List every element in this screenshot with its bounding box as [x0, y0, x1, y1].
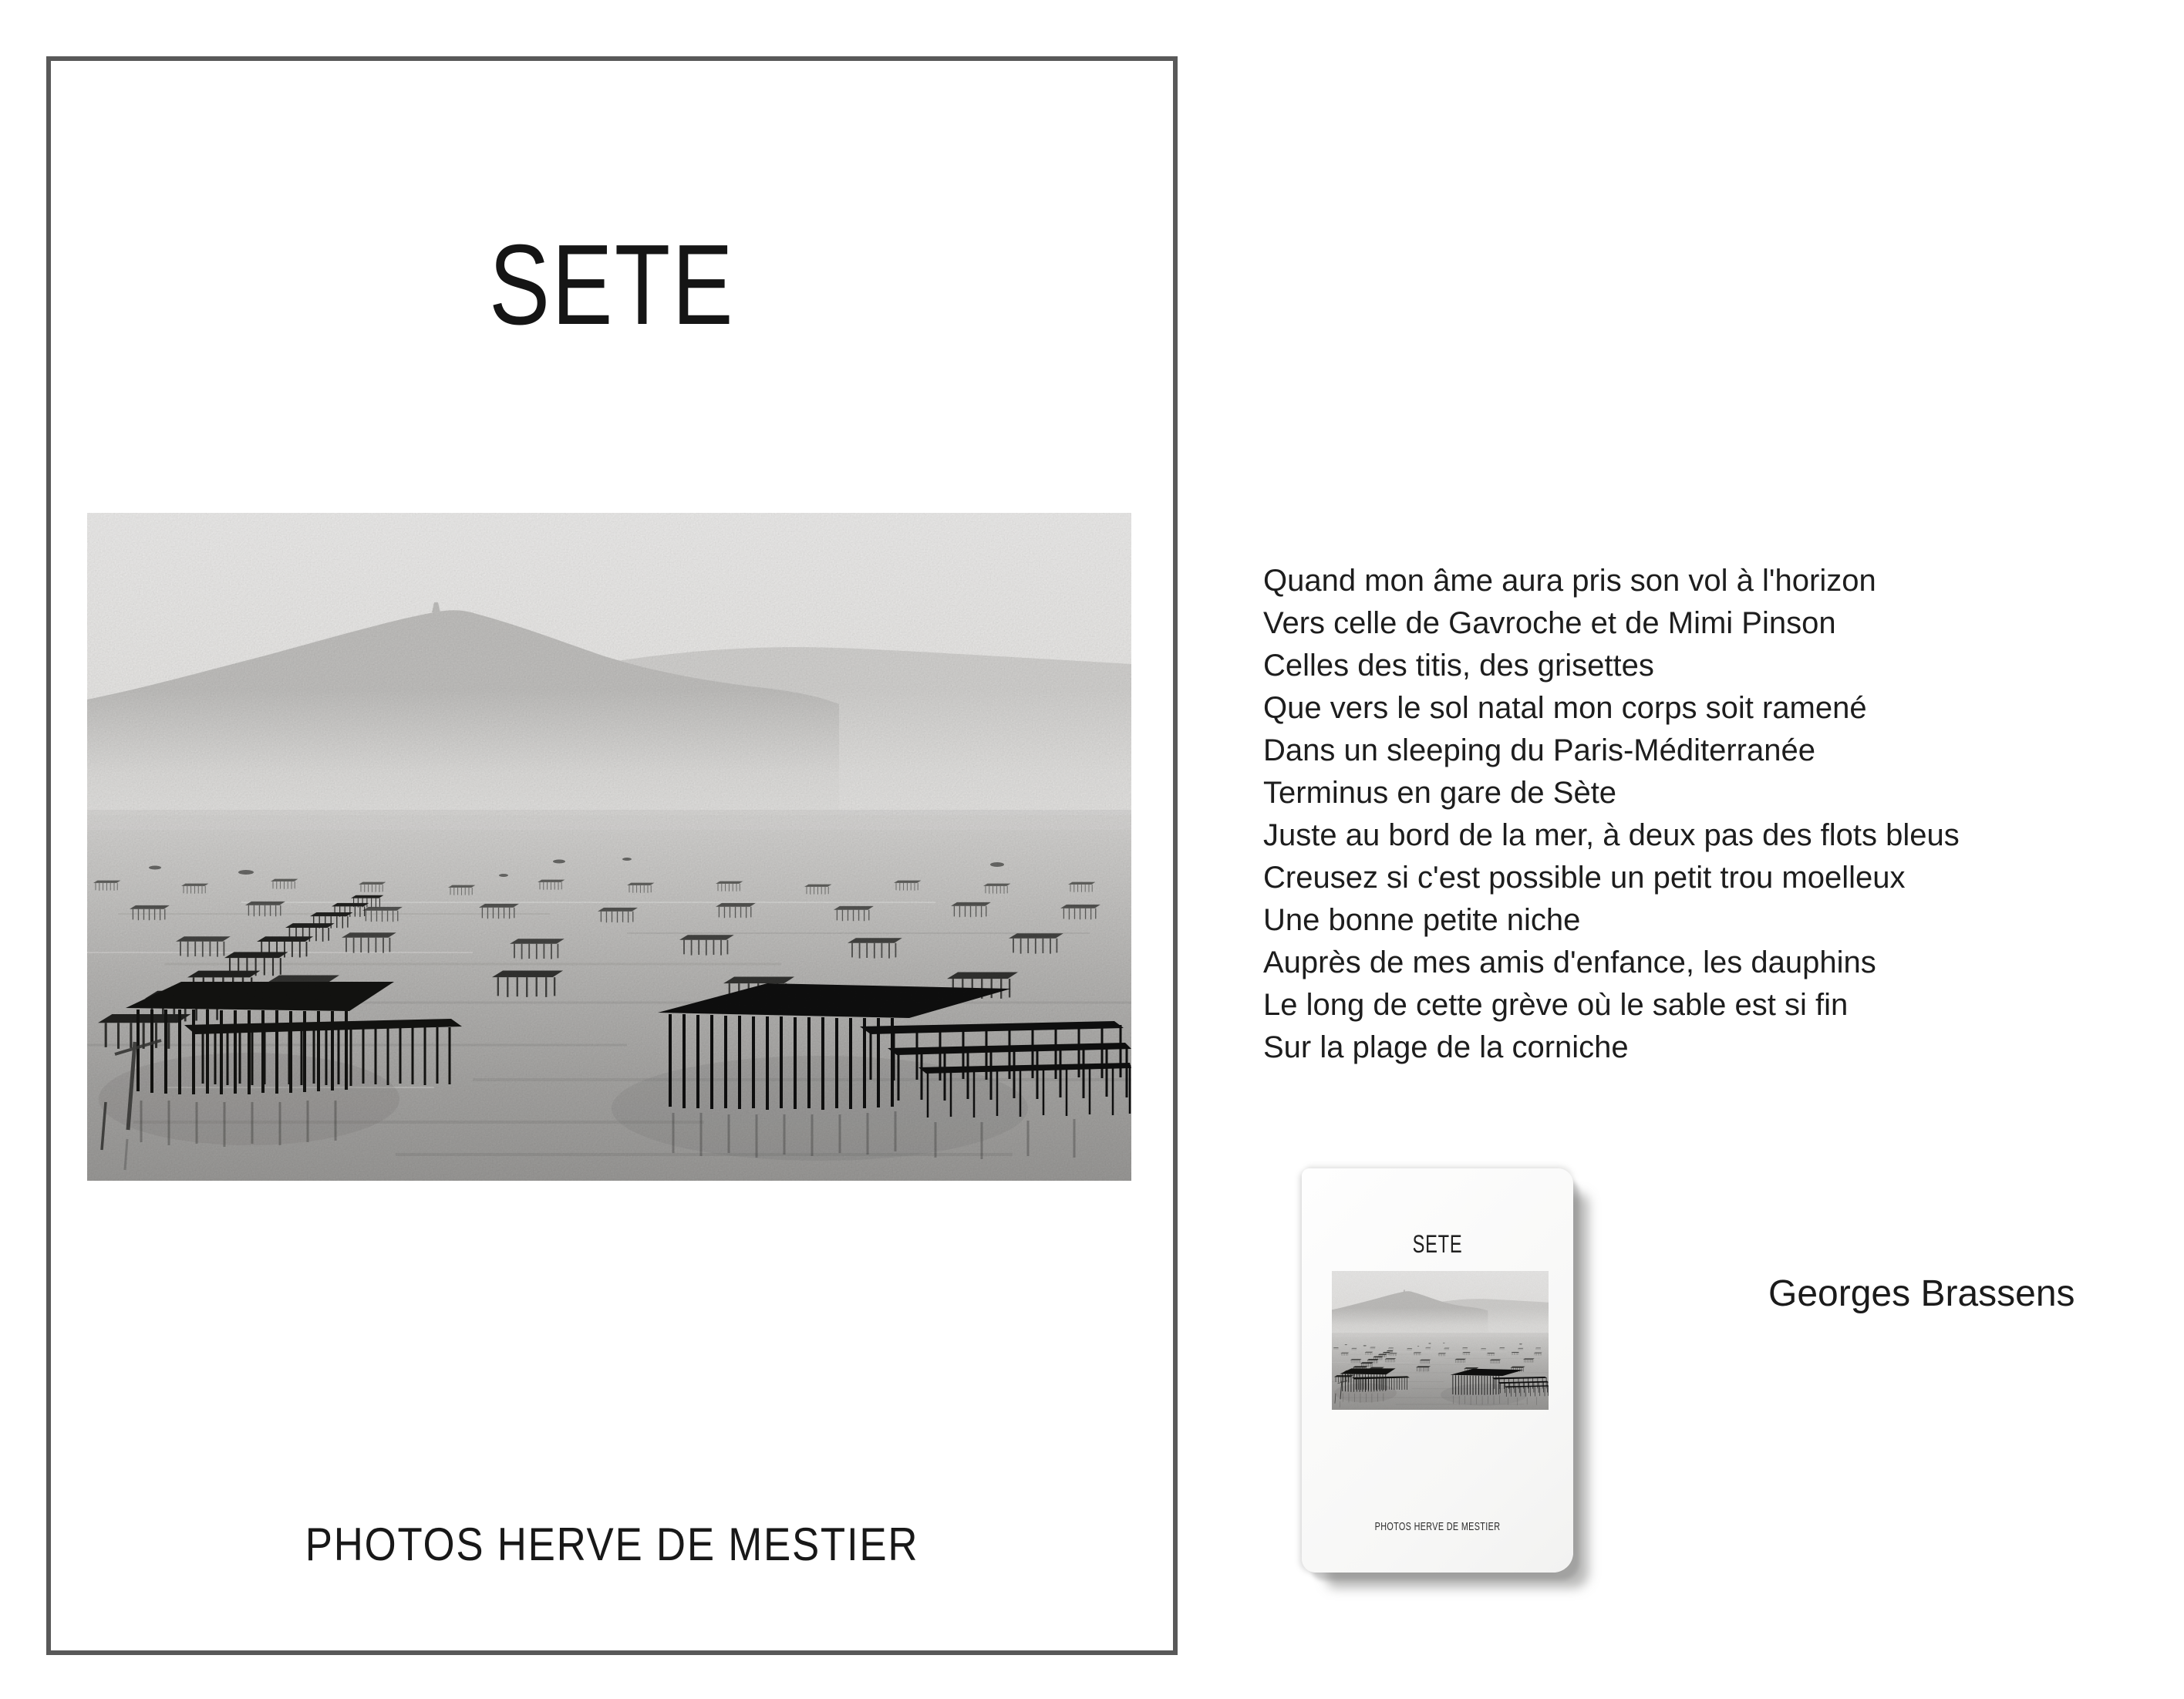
poem-line: Une bonne petite niche: [1263, 903, 1581, 937]
poem-line: Creusez si c'est possible un petit trou moelleux: [1263, 861, 1906, 895]
poem-line: Sur la plage de la corniche: [1263, 1030, 1629, 1064]
poem-line: Celles des titis, des grisettes: [1263, 649, 1654, 683]
cover-title: SETE: [489, 221, 735, 349]
book-cover: [46, 56, 1178, 1655]
poem-line: Vers celle de Gavroche et de Mimi Pinson: [1263, 606, 1836, 640]
poem-line: Que vers le sol natal mon corps soit ramené: [1263, 691, 1867, 725]
thumbnail-caption: PHOTOS HERVE DE MESTIER: [1374, 1520, 1501, 1533]
cover-caption: PHOTOS HERVE DE MESTIER: [305, 1519, 919, 1570]
poem: [1263, 560, 1960, 1069]
thumbnail-title: SETE: [1412, 1230, 1463, 1258]
book-thumbnail: [1302, 1168, 1573, 1573]
poem-line: Quand mon âme aura pris son vol à l'horizon: [1263, 564, 1876, 598]
poem-line: Dans un sleeping du Paris-Méditerranée: [1263, 733, 1815, 767]
oyster-farm-photo: [87, 513, 1131, 1181]
poem-author: Georges Brassens: [1768, 1273, 2075, 1314]
poem-line: Terminus en gare de Sète: [1263, 776, 1617, 810]
oyster-farm-photo-thumbnail: [1332, 1271, 1549, 1410]
poem-line: Auprès de mes amis d'enfance, les dauphins: [1263, 946, 1876, 979]
poem-line: Le long de cette grève où le sable est si fin: [1263, 988, 1849, 1022]
poem-line: Juste au bord de la mer, à deux pas des flots bleus: [1263, 818, 1960, 852]
